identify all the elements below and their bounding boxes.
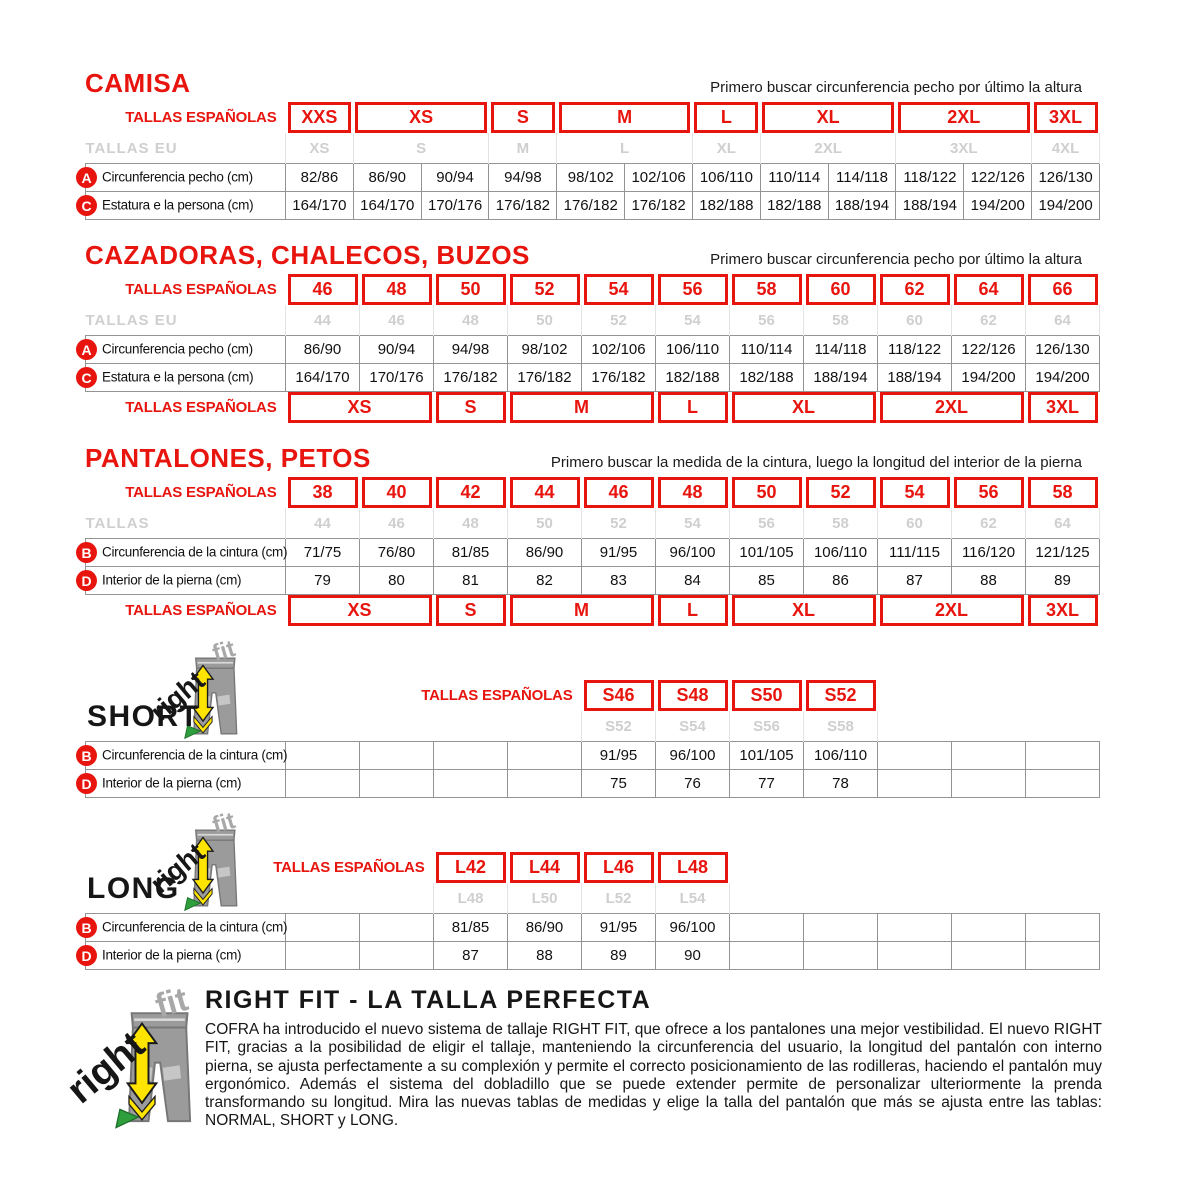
value-cell: 114/118 [828, 164, 896, 192]
value-cell [1026, 742, 1100, 770]
value-cell: 91/95 [582, 742, 656, 770]
size-box: 46 [584, 477, 654, 508]
value-cell: 86/90 [508, 914, 582, 942]
size-box: XS [288, 392, 432, 423]
measure-row-label: C Estatura e la persona (cm) [86, 364, 286, 392]
es-sizes-label: TALLAS ESPAÑOLAS [125, 484, 277, 501]
size-guide-page [81, 0, 1102, 1136]
rightfit-title: RIGHT FIT - LA TALLA PERFECTA [205, 986, 652, 1014]
value-cell: 82 [508, 567, 582, 595]
value-cell: 122/126 [952, 336, 1026, 364]
cazadoras-note: Primero buscar circunferencia pecho por último la altura [710, 251, 1082, 268]
size-box: 54 [584, 274, 654, 305]
value-cell: 126/130 [1032, 164, 1100, 192]
value-cell [1026, 914, 1100, 942]
size-box: 50 [436, 274, 506, 305]
value-cell: 170/176 [360, 364, 434, 392]
camisa-head [85, 68, 1100, 99]
eu-size: S52 [582, 711, 656, 742]
eu-size: 44 [286, 305, 360, 336]
pantalones-note: Primero buscar la medida de la cintura, luego la longitud del interior de la pierna [550, 454, 1082, 471]
value-cell: 86 [804, 567, 878, 595]
value-cell: 87 [878, 567, 952, 595]
eu-size: XL [692, 133, 760, 164]
value-cell: 81/85 [434, 539, 508, 567]
eu-sizes-label: TALLAS [85, 514, 150, 532]
value-cell: 106/110 [656, 336, 730, 364]
size-box: 58 [1028, 477, 1098, 508]
value-cell [804, 942, 878, 970]
eu-size: L50 [508, 883, 582, 914]
value-cell: 126/130 [1026, 336, 1100, 364]
value-cell [360, 742, 434, 770]
value-cell: 188/194 [896, 192, 964, 220]
value-cell: 101/105 [730, 742, 804, 770]
value-cell: 94/98 [489, 164, 557, 192]
value-cell: 188/194 [804, 364, 878, 392]
eu-size: 58 [804, 305, 878, 336]
value-cell: 121/125 [1026, 539, 1100, 567]
eu-size: S54 [656, 711, 730, 742]
value-cell: 176/182 [434, 364, 508, 392]
value-cell: 116/120 [952, 539, 1026, 567]
value-cell: 81 [434, 567, 508, 595]
eu-size: XS [286, 133, 354, 164]
value-cell: 106/110 [804, 742, 878, 770]
cazadoras-head [85, 240, 1100, 271]
size-box: 2XL [898, 102, 1030, 133]
es-sizes-label: TALLAS ESPAÑOLAS [421, 687, 573, 704]
value-cell: 98/102 [508, 336, 582, 364]
long-section [81, 814, 1100, 970]
value-cell [286, 770, 360, 798]
value-cell: 194/200 [1026, 364, 1100, 392]
value-cell: 75 [582, 770, 656, 798]
cazadoras-title: CAZADORAS, CHALECOS, BUZOS [85, 240, 530, 270]
value-cell [878, 770, 952, 798]
size-box: M [510, 392, 654, 423]
eu-sizes-label: TALLAS EU [85, 311, 178, 329]
value-cell: 118/122 [896, 164, 964, 192]
size-box: 50 [732, 477, 802, 508]
value-cell: 106/110 [692, 164, 760, 192]
eu-size: 56 [730, 305, 804, 336]
value-cell: 90/94 [360, 336, 434, 364]
value-cell [878, 914, 952, 942]
value-cell: 76/80 [360, 539, 434, 567]
value-cell: 176/182 [508, 364, 582, 392]
eu-size: 46 [360, 305, 434, 336]
size-box: S [436, 595, 506, 626]
size-box: 38 [288, 477, 358, 508]
size-box: M [510, 595, 654, 626]
value-cell: 114/118 [804, 336, 878, 364]
camisa-section [81, 68, 1100, 220]
size-box: 52 [510, 274, 580, 305]
pantalones-section [81, 443, 1100, 626]
letter-badge-b: B [76, 745, 97, 766]
value-cell: 96/100 [656, 914, 730, 942]
value-cell: 88 [952, 567, 1026, 595]
eu-size: 48 [434, 508, 508, 539]
measure-row-label: D Interior de la pierna (cm) [86, 567, 286, 595]
value-cell: 83 [582, 567, 656, 595]
value-cell: 194/200 [1032, 192, 1100, 220]
size-box: S [436, 392, 506, 423]
size-box: 58 [732, 274, 802, 305]
value-cell [1026, 770, 1100, 798]
value-cell: 84 [656, 567, 730, 595]
size-box: XS [355, 102, 487, 133]
eu-size: 64 [1026, 508, 1100, 539]
letter-badge-a: A [76, 339, 97, 360]
eu-size: 48 [434, 305, 508, 336]
rightfit-body [205, 986, 1102, 1131]
value-cell: 71/75 [286, 539, 360, 567]
size-box: L42 [436, 852, 506, 883]
camisa-table-mount [81, 102, 1100, 220]
measure-row-label: C Estatura e la persona (cm) [86, 192, 286, 220]
value-cell: 182/188 [760, 192, 828, 220]
size-box: 2XL [880, 392, 1024, 423]
size-box: L48 [658, 852, 728, 883]
value-cell [952, 742, 1026, 770]
value-cell: 106/110 [804, 539, 878, 567]
measure-row-label: A Circunferencia pecho (cm) [86, 164, 286, 192]
value-cell: 96/100 [656, 742, 730, 770]
value-cell: 111/115 [878, 539, 952, 567]
cazadoras-section [81, 240, 1100, 423]
size-box: 44 [510, 477, 580, 508]
value-cell [508, 742, 582, 770]
eu-size: S [353, 133, 489, 164]
eu-size: L48 [434, 883, 508, 914]
value-cell: 79 [286, 567, 360, 595]
value-cell: 89 [582, 942, 656, 970]
pantalones-title: PANTALONES, PETOS [85, 443, 371, 473]
size-box: 60 [806, 274, 876, 305]
value-cell [730, 914, 804, 942]
es-sizes-label: TALLAS ESPAÑOLAS [273, 859, 425, 876]
size-box: 3XL [1028, 595, 1098, 626]
eu-size: S56 [730, 711, 804, 742]
eu-sizes-label: TALLAS EU [85, 139, 178, 157]
value-cell [1026, 942, 1100, 970]
long-label: LONG [87, 872, 180, 905]
size-box: M [559, 102, 691, 133]
eu-size: 2XL [760, 133, 896, 164]
value-cell: 182/188 [692, 192, 760, 220]
eu-size: 46 [360, 508, 434, 539]
value-cell: 86/90 [353, 164, 421, 192]
value-cell [360, 770, 434, 798]
value-cell: 98/102 [557, 164, 625, 192]
value-cell [878, 742, 952, 770]
eu-size: 52 [582, 305, 656, 336]
value-cell [286, 914, 360, 942]
eu-size: M [489, 133, 557, 164]
size-box: XL [762, 102, 894, 133]
cazadoras-table-mount [81, 274, 1100, 423]
value-cell: 88 [508, 942, 582, 970]
eu-size: L52 [582, 883, 656, 914]
short-label: SHORT [87, 700, 200, 733]
measure-row-label: B Circunferencia de la cintura (cm) [86, 914, 286, 942]
size-box: 66 [1028, 274, 1098, 305]
short-section [81, 642, 1100, 798]
pantalones-head [85, 443, 1100, 474]
size-box: XS [288, 595, 432, 626]
eu-size: 50 [508, 508, 582, 539]
eu-size: 3XL [896, 133, 1032, 164]
size-box: XL [732, 595, 876, 626]
size-box: XXS [288, 102, 352, 133]
value-cell: 101/105 [730, 539, 804, 567]
value-cell [434, 742, 508, 770]
size-box: 64 [954, 274, 1024, 305]
value-cell [804, 914, 878, 942]
value-cell: 86/90 [286, 336, 360, 364]
value-cell: 182/188 [730, 364, 804, 392]
es-sizes-label: TALLAS ESPAÑOLAS [125, 109, 277, 126]
value-cell: 176/182 [489, 192, 557, 220]
es-sizes-label: TALLAS ESPAÑOLAS [125, 602, 277, 619]
letter-badge-b: B [76, 542, 97, 563]
pantalones-size-table [81, 477, 1100, 626]
eu-size: 62 [952, 305, 1026, 336]
eu-size: 50 [508, 305, 582, 336]
letter-badge-c: C [76, 195, 97, 216]
letter-badge-c: C [76, 367, 97, 388]
value-cell: 90 [656, 942, 730, 970]
value-cell: 78 [804, 770, 878, 798]
value-cell: 176/182 [625, 192, 693, 220]
value-cell [434, 770, 508, 798]
value-cell [952, 914, 1026, 942]
value-cell: 164/170 [353, 192, 421, 220]
eu-size: 60 [878, 305, 952, 336]
size-box: XL [732, 392, 876, 423]
value-cell: 76 [656, 770, 730, 798]
size-box: 2XL [880, 595, 1024, 626]
value-cell: 188/194 [828, 192, 896, 220]
letter-badge-d: D [76, 945, 97, 966]
camisa-note: Primero buscar circunferencia pecho por último la altura [710, 79, 1082, 96]
size-box: 46 [288, 274, 358, 305]
value-cell: 85 [730, 567, 804, 595]
size-box: 48 [658, 477, 728, 508]
value-cell: 82/86 [286, 164, 354, 192]
value-cell: 110/114 [760, 164, 828, 192]
value-cell [730, 942, 804, 970]
value-cell: 164/170 [286, 364, 360, 392]
size-box: S52 [806, 680, 876, 711]
value-cell: 188/194 [878, 364, 952, 392]
es-sizes-label: TALLAS ESPAÑOLAS [125, 399, 277, 416]
value-cell: 91/95 [582, 539, 656, 567]
value-cell: 81/85 [434, 914, 508, 942]
eu-size: 64 [1026, 305, 1100, 336]
measure-row-label: B Circunferencia de la cintura (cm) [86, 539, 286, 567]
size-box: 62 [880, 274, 950, 305]
eu-size: S58 [804, 711, 878, 742]
value-cell: 118/122 [878, 336, 952, 364]
size-box: 48 [362, 274, 432, 305]
value-cell [286, 942, 360, 970]
value-cell: 102/106 [625, 164, 693, 192]
size-box: 40 [362, 477, 432, 508]
value-cell: 176/182 [557, 192, 625, 220]
value-cell [508, 770, 582, 798]
value-cell: 194/200 [952, 364, 1026, 392]
eu-size: 4XL [1032, 133, 1100, 164]
value-cell [952, 942, 1026, 970]
size-box: L [658, 595, 728, 626]
eu-size: 62 [952, 508, 1026, 539]
value-cell [360, 942, 434, 970]
size-box: S50 [732, 680, 802, 711]
value-cell: 91/95 [582, 914, 656, 942]
value-cell: 194/200 [964, 192, 1032, 220]
rightfit-logo-large [77, 986, 207, 1134]
letter-badge-a: A [76, 167, 97, 188]
value-cell: 176/182 [582, 364, 656, 392]
measure-row-label: D Interior de la pierna (cm) [86, 942, 286, 970]
size-box: 3XL [1028, 392, 1098, 423]
size-box: S48 [658, 680, 728, 711]
size-box: L [658, 392, 728, 423]
value-cell: 170/176 [421, 192, 489, 220]
value-cell: 102/106 [582, 336, 656, 364]
eu-size: L [557, 133, 693, 164]
value-cell: 96/100 [656, 539, 730, 567]
size-box: L46 [584, 852, 654, 883]
value-cell: 122/126 [964, 164, 1032, 192]
cazadoras-size-table [81, 274, 1100, 423]
size-box: L [694, 102, 758, 133]
rightfit-paragraph: COFRA ha introducido el nuevo sistema de tallaje RIGHT FIT, que ofrece a los pantalones una mejor vestibilidad. El nuevo RIGHT FIT, gracias a la posibilidad de eligir el tallaje, manteniendo la circunferencia del usuario, la longitud del pantalón con interno pierna, se ajusta perfectamente a su complexión y permite el correcto posicionamiento de las rodilleras, haciendo el pantalón muy ergonómico. Además el sistema del dobladillo que se puede extender permite de personalizar ulteriormente la prenda transformando su longitud. Mira las nuevas tablas de medidas y elige la talla del pantalón que más se ajusta entre las tablas: NORMAL, SHORT y LONG. [205, 1021, 1102, 1130]
value-cell: 164/170 [286, 192, 354, 220]
eu-size: 52 [582, 508, 656, 539]
camisa-title: CAMISA [85, 68, 191, 98]
value-cell [286, 742, 360, 770]
value-cell [952, 770, 1026, 798]
rightfit-info-section [85, 986, 1100, 1136]
eu-size: 58 [804, 508, 878, 539]
size-box: 52 [806, 477, 876, 508]
value-cell: 110/114 [730, 336, 804, 364]
eu-size: 60 [878, 508, 952, 539]
value-cell: 86/90 [508, 539, 582, 567]
size-box: 56 [658, 274, 728, 305]
size-box: 3XL [1034, 102, 1098, 133]
measure-row-label: A Circunferencia pecho (cm) [86, 336, 286, 364]
pantalones-table-mount [81, 477, 1100, 626]
value-cell: 94/98 [434, 336, 508, 364]
camisa-size-table [81, 102, 1100, 220]
letter-badge-d: D [76, 570, 97, 591]
value-cell: 87 [434, 942, 508, 970]
value-cell [360, 914, 434, 942]
eu-size: 44 [286, 508, 360, 539]
measure-row-label: D Interior de la pierna (cm) [86, 770, 286, 798]
eu-size: L54 [656, 883, 730, 914]
value-cell: 89 [1026, 567, 1100, 595]
eu-size: 56 [730, 508, 804, 539]
value-cell: 77 [730, 770, 804, 798]
letter-badge-d: D [76, 773, 97, 794]
size-box: S46 [584, 680, 654, 711]
size-box: 54 [880, 477, 950, 508]
size-box: 56 [954, 477, 1024, 508]
value-cell: 80 [360, 567, 434, 595]
eu-size: 54 [656, 305, 730, 336]
measure-row-label: B Circunferencia de la cintura (cm) [86, 742, 286, 770]
size-box: L44 [510, 852, 580, 883]
size-box: 42 [436, 477, 506, 508]
es-sizes-label: TALLAS ESPAÑOLAS [125, 281, 277, 298]
letter-badge-b: B [76, 917, 97, 938]
size-box: S [491, 102, 555, 133]
value-cell: 90/94 [421, 164, 489, 192]
value-cell: 182/188 [656, 364, 730, 392]
eu-size: 54 [656, 508, 730, 539]
value-cell [878, 942, 952, 970]
